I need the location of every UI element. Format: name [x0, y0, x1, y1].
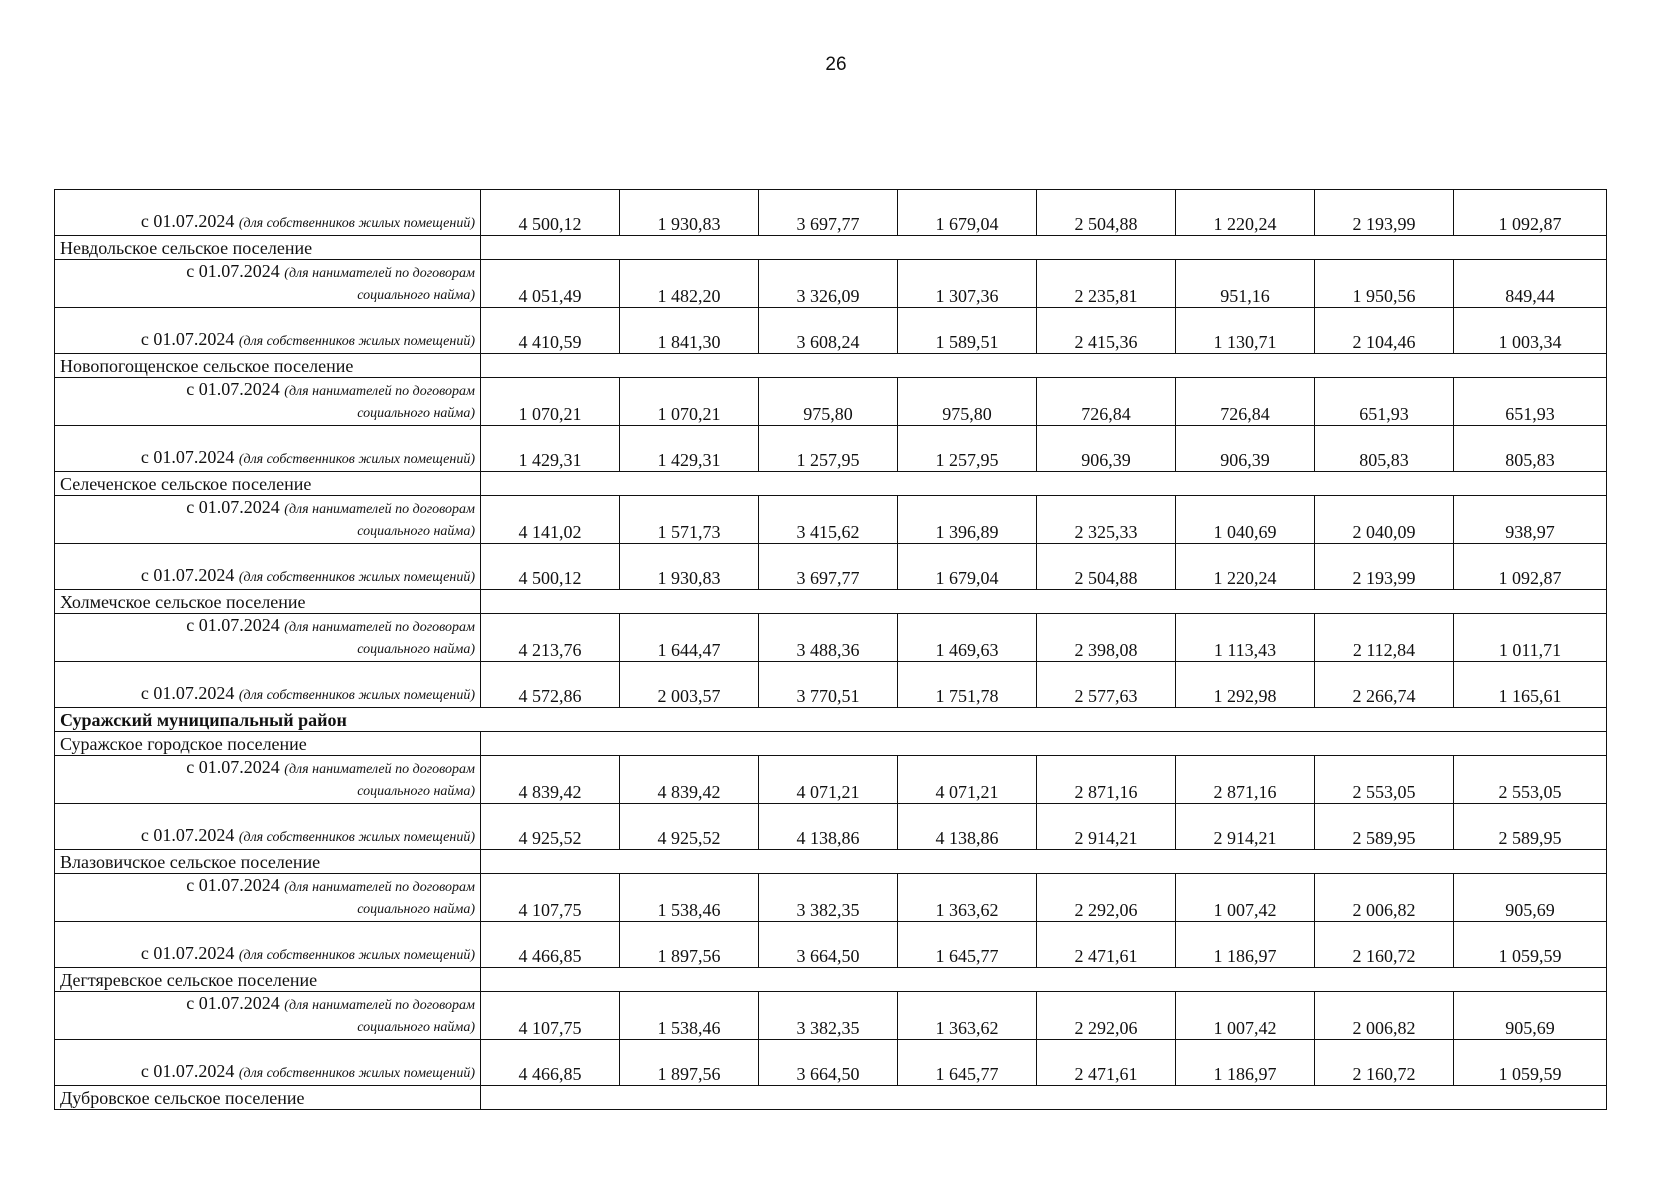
empty-cell — [481, 850, 1607, 874]
district-title: Суражский муниципальный район — [55, 708, 1607, 732]
settlement-row — [55, 968, 1607, 992]
tariff-value: 2 504,88 — [1037, 190, 1176, 236]
owner-tariff-row — [55, 662, 1607, 708]
row-label — [55, 426, 481, 472]
tariff-value: 2 292,06 — [1037, 874, 1176, 922]
tariff-value: 2 003,57 — [620, 662, 759, 708]
tariff-value: 4 500,12 — [481, 544, 620, 590]
tariff-value: 2 504,88 — [1037, 544, 1176, 590]
tariff-value: 1 186,97 — [1176, 922, 1315, 968]
row-label — [55, 804, 481, 850]
empty-cell — [481, 968, 1607, 992]
consumer-category-note: (для собственников жилых помещений) — [238, 216, 475, 231]
tariff-table — [54, 189, 1607, 1110]
tariff-value: 1 220,24 — [1176, 544, 1315, 590]
tariff-value: 906,39 — [1037, 426, 1176, 472]
tenant-tariff-row — [55, 874, 1607, 922]
tariff-value: 2 292,06 — [1037, 992, 1176, 1040]
consumer-category-note: (для собственников жилых помещений) — [238, 570, 475, 585]
consumer-category-note: (для собственников жилых помещений) — [238, 830, 475, 845]
effective-date: с 01.07.2024 — [186, 261, 280, 281]
settlement-title: Влазовичское сельское поселение — [55, 850, 481, 874]
tariff-value: 1 950,56 — [1315, 260, 1454, 308]
tariff-value: 805,83 — [1454, 426, 1607, 472]
consumer-category-note: (для нанимателей по договорам — [284, 880, 475, 895]
tariff-value: 1 059,59 — [1454, 1040, 1607, 1086]
tariff-value: 2 193,99 — [1315, 544, 1454, 590]
effective-date: с 01.07.2024 — [140, 683, 235, 703]
tariff-value: 1 257,95 — [898, 426, 1037, 472]
tariff-value: 905,69 — [1454, 874, 1607, 922]
settlement-row — [55, 354, 1607, 378]
tariff-value: 1 841,30 — [620, 308, 759, 354]
tariff-value: 1 482,20 — [620, 260, 759, 308]
tariff-value: 2 589,95 — [1315, 804, 1454, 850]
settlement-title: Дегтяревское сельское поселение — [55, 968, 481, 992]
tariff-table-body — [55, 190, 1607, 1110]
consumer-category-note: (для нанимателей по договорам — [284, 384, 475, 399]
tariff-value: 1 679,04 — [898, 544, 1037, 590]
tariff-value: 2 914,21 — [1176, 804, 1315, 850]
tariff-value: 2 006,82 — [1315, 874, 1454, 922]
tariff-value: 1 930,83 — [620, 190, 759, 236]
owner-tariff-row — [55, 426, 1607, 472]
tariff-value: 906,39 — [1176, 426, 1315, 472]
tariff-value: 2 398,08 — [1037, 614, 1176, 662]
tariff-value: 4 925,52 — [620, 804, 759, 850]
tariff-value: 4 839,42 — [620, 756, 759, 804]
settlement-row — [55, 472, 1607, 496]
tariff-value: 905,69 — [1454, 992, 1607, 1040]
tariff-value: 2 160,72 — [1315, 922, 1454, 968]
effective-date: с 01.07.2024 — [140, 1061, 235, 1081]
tariff-value: 4 071,21 — [759, 756, 898, 804]
tariff-value: 4 410,59 — [481, 308, 620, 354]
effective-date: с 01.07.2024 — [186, 875, 280, 895]
district-row — [55, 708, 1607, 732]
row-label — [55, 1040, 481, 1086]
settlement-title: Суражское городское поселение — [55, 732, 481, 756]
row-label — [55, 992, 481, 1040]
row-label — [55, 614, 481, 662]
tariff-value: 1 070,21 — [481, 378, 620, 426]
tariff-value: 1 257,95 — [759, 426, 898, 472]
tariff-value: 1 092,87 — [1454, 190, 1607, 236]
tariff-value: 4 051,49 — [481, 260, 620, 308]
tariff-value: 2 871,16 — [1037, 756, 1176, 804]
tariff-value: 1 130,71 — [1176, 308, 1315, 354]
tariff-value: 4 138,86 — [898, 804, 1037, 850]
tariff-value: 975,80 — [759, 378, 898, 426]
tariff-value: 3 326,09 — [759, 260, 898, 308]
row-label — [55, 662, 481, 708]
row-label — [55, 544, 481, 590]
tariff-value: 2 471,61 — [1037, 1040, 1176, 1086]
consumer-category-note: (для нанимателей по договорам — [284, 502, 475, 517]
tariff-value: 2 325,33 — [1037, 496, 1176, 544]
tariff-value: 805,83 — [1315, 426, 1454, 472]
tariff-value: 4 141,02 — [481, 496, 620, 544]
empty-cell — [481, 472, 1607, 496]
consumer-category-note: (для нанимателей по договорам — [284, 762, 475, 777]
settlement-row — [55, 1086, 1607, 1110]
row-label — [55, 190, 481, 236]
tariff-value: 3 488,36 — [759, 614, 898, 662]
tariff-value: 4 925,52 — [481, 804, 620, 850]
empty-cell — [481, 236, 1607, 260]
consumer-category-note: (для нанимателей по договорам — [284, 266, 475, 281]
tariff-value: 1 589,51 — [898, 308, 1037, 354]
tariff-value: 1 645,77 — [898, 922, 1037, 968]
row-label — [55, 496, 481, 544]
tariff-value: 2 871,16 — [1176, 756, 1315, 804]
tariff-value: 1 429,31 — [481, 426, 620, 472]
effective-date: с 01.07.2024 — [186, 497, 280, 517]
settlement-row — [55, 236, 1607, 260]
tariff-value: 726,84 — [1176, 378, 1315, 426]
tariff-value: 2 577,63 — [1037, 662, 1176, 708]
consumer-category-note: (для нанимателей по договорам — [284, 998, 475, 1013]
effective-date: с 01.07.2024 — [186, 615, 280, 635]
tariff-value: 1 897,56 — [620, 1040, 759, 1086]
tariff-value: 651,93 — [1454, 378, 1607, 426]
tariff-value: 1 751,78 — [898, 662, 1037, 708]
tariff-value: 1 897,56 — [620, 922, 759, 968]
tariff-value: 1 003,34 — [1454, 308, 1607, 354]
tariff-value: 1 070,21 — [620, 378, 759, 426]
empty-cell — [481, 732, 1607, 756]
tariff-value: 3 770,51 — [759, 662, 898, 708]
tariff-value: 2 589,95 — [1454, 804, 1607, 850]
tariff-value: 1 165,61 — [1454, 662, 1607, 708]
tariff-value: 1 644,47 — [620, 614, 759, 662]
tariff-value: 2 914,21 — [1037, 804, 1176, 850]
row-label — [55, 378, 481, 426]
tariff-value: 2 266,74 — [1315, 662, 1454, 708]
tariff-value: 1 571,73 — [620, 496, 759, 544]
consumer-category-note: (для нанимателей по договорам — [284, 620, 475, 635]
consumer-category-note: (для собственников жилых помещений) — [238, 948, 475, 963]
tariff-value: 3 664,50 — [759, 1040, 898, 1086]
tariff-value: 2 104,46 — [1315, 308, 1454, 354]
settlement-row — [55, 732, 1607, 756]
tenant-tariff-row — [55, 496, 1607, 544]
tariff-value: 1 679,04 — [898, 190, 1037, 236]
consumer-category-note-line2: социального найма) — [357, 642, 475, 657]
settlement-row — [55, 590, 1607, 614]
owner-tariff-row — [55, 804, 1607, 850]
tariff-value: 1 092,87 — [1454, 544, 1607, 590]
tariff-value: 1 007,42 — [1176, 992, 1315, 1040]
tariff-value: 951,16 — [1176, 260, 1315, 308]
tariff-value: 2 040,09 — [1315, 496, 1454, 544]
consumer-category-note-line2: социального найма) — [357, 1020, 475, 1035]
row-label — [55, 260, 481, 308]
tariff-value: 4 466,85 — [481, 922, 620, 968]
tariff-value: 3 697,77 — [759, 544, 898, 590]
settlement-title: Новопогощенское сельское поселение — [55, 354, 481, 378]
effective-date: с 01.07.2024 — [140, 211, 235, 231]
tariff-value: 1 429,31 — [620, 426, 759, 472]
empty-cell — [481, 354, 1607, 378]
tariff-value: 651,93 — [1315, 378, 1454, 426]
consumer-category-note: (для собственников жилых помещений) — [238, 334, 475, 349]
tariff-value: 1 469,63 — [898, 614, 1037, 662]
consumer-category-note-line2: социального найма) — [357, 406, 475, 421]
tenant-tariff-row — [55, 992, 1607, 1040]
settlement-title: Невдольское сельское поселение — [55, 236, 481, 260]
tariff-value: 4 839,42 — [481, 756, 620, 804]
tariff-value: 1 363,62 — [898, 874, 1037, 922]
tariff-value: 1 186,97 — [1176, 1040, 1315, 1086]
tariff-value: 1 011,71 — [1454, 614, 1607, 662]
owner-tariff-row — [55, 544, 1607, 590]
tariff-value: 1 538,46 — [620, 992, 759, 1040]
tariff-value: 3 608,24 — [759, 308, 898, 354]
owner-tariff-row — [55, 922, 1607, 968]
effective-date: с 01.07.2024 — [186, 993, 280, 1013]
tariff-value: 2 553,05 — [1454, 756, 1607, 804]
tariff-value: 1 113,43 — [1176, 614, 1315, 662]
tariff-value: 1 645,77 — [898, 1040, 1037, 1086]
empty-cell — [481, 590, 1607, 614]
tenant-tariff-row — [55, 614, 1607, 662]
tariff-value: 2 006,82 — [1315, 992, 1454, 1040]
tariff-value: 4 107,75 — [481, 874, 620, 922]
tariff-value: 2 160,72 — [1315, 1040, 1454, 1086]
tariff-value: 2 415,36 — [1037, 308, 1176, 354]
tariff-value: 849,44 — [1454, 260, 1607, 308]
tariff-value: 975,80 — [898, 378, 1037, 426]
row-label — [55, 308, 481, 354]
tariff-value: 1 363,62 — [898, 992, 1037, 1040]
effective-date: с 01.07.2024 — [140, 329, 235, 349]
tenant-tariff-row — [55, 378, 1607, 426]
row-label — [55, 756, 481, 804]
tariff-value: 1 538,46 — [620, 874, 759, 922]
empty-cell — [481, 1086, 1607, 1110]
tariff-value: 4 500,12 — [481, 190, 620, 236]
effective-date: с 01.07.2024 — [186, 757, 280, 777]
consumer-category-note-line2: социального найма) — [357, 902, 475, 917]
consumer-category-note: (для собственников жилых помещений) — [238, 688, 475, 703]
tariff-value: 1 007,42 — [1176, 874, 1315, 922]
tariff-value: 4 572,86 — [481, 662, 620, 708]
tariff-value: 3 382,35 — [759, 992, 898, 1040]
tariff-value: 2 193,99 — [1315, 190, 1454, 236]
owner-tariff-row — [55, 308, 1607, 354]
settlement-title: Дубровское сельское поселение — [55, 1086, 481, 1110]
tariff-value: 1 040,69 — [1176, 496, 1315, 544]
tariff-value: 4 138,86 — [759, 804, 898, 850]
tariff-value: 1 396,89 — [898, 496, 1037, 544]
tariff-value: 4 466,85 — [481, 1040, 620, 1086]
consumer-category-note-line2: социального найма) — [357, 524, 475, 539]
owner-tariff-row — [55, 190, 1607, 236]
consumer-category-note: (для собственников жилых помещений) — [238, 1066, 475, 1081]
tariff-value: 4 213,76 — [481, 614, 620, 662]
tariff-value: 1 307,36 — [898, 260, 1037, 308]
effective-date: с 01.07.2024 — [140, 943, 235, 963]
tariff-value: 3 415,62 — [759, 496, 898, 544]
tariff-value: 2 235,81 — [1037, 260, 1176, 308]
effective-date: с 01.07.2024 — [140, 447, 235, 467]
settlement-title: Холмечское сельское поселение — [55, 590, 481, 614]
effective-date: с 01.07.2024 — [140, 565, 235, 585]
tenant-tariff-row — [55, 260, 1607, 308]
page-number: 26 — [825, 54, 847, 75]
consumer-category-note: (для собственников жилых помещений) — [238, 452, 475, 467]
tariff-value: 1 059,59 — [1454, 922, 1607, 968]
tariff-value: 726,84 — [1037, 378, 1176, 426]
tariff-value: 1 292,98 — [1176, 662, 1315, 708]
tariff-value: 3 664,50 — [759, 922, 898, 968]
owner-tariff-row — [55, 1040, 1607, 1086]
tenant-tariff-row — [55, 756, 1607, 804]
tariff-value: 3 382,35 — [759, 874, 898, 922]
consumer-category-note-line2: социального найма) — [357, 288, 475, 303]
tariff-value: 2 112,84 — [1315, 614, 1454, 662]
tariff-value: 4 071,21 — [898, 756, 1037, 804]
tariff-value: 3 697,77 — [759, 190, 898, 236]
effective-date: с 01.07.2024 — [186, 379, 280, 399]
settlement-title: Селеченское сельское поселение — [55, 472, 481, 496]
tariff-value: 1 930,83 — [620, 544, 759, 590]
settlement-row — [55, 850, 1607, 874]
row-label — [55, 874, 481, 922]
effective-date: с 01.07.2024 — [140, 825, 235, 845]
consumer-category-note-line2: социального найма) — [357, 784, 475, 799]
tariff-value: 2 471,61 — [1037, 922, 1176, 968]
tariff-value: 2 553,05 — [1315, 756, 1454, 804]
row-label — [55, 922, 481, 968]
tariff-value: 938,97 — [1454, 496, 1607, 544]
tariff-value: 4 107,75 — [481, 992, 620, 1040]
tariff-value: 1 220,24 — [1176, 190, 1315, 236]
